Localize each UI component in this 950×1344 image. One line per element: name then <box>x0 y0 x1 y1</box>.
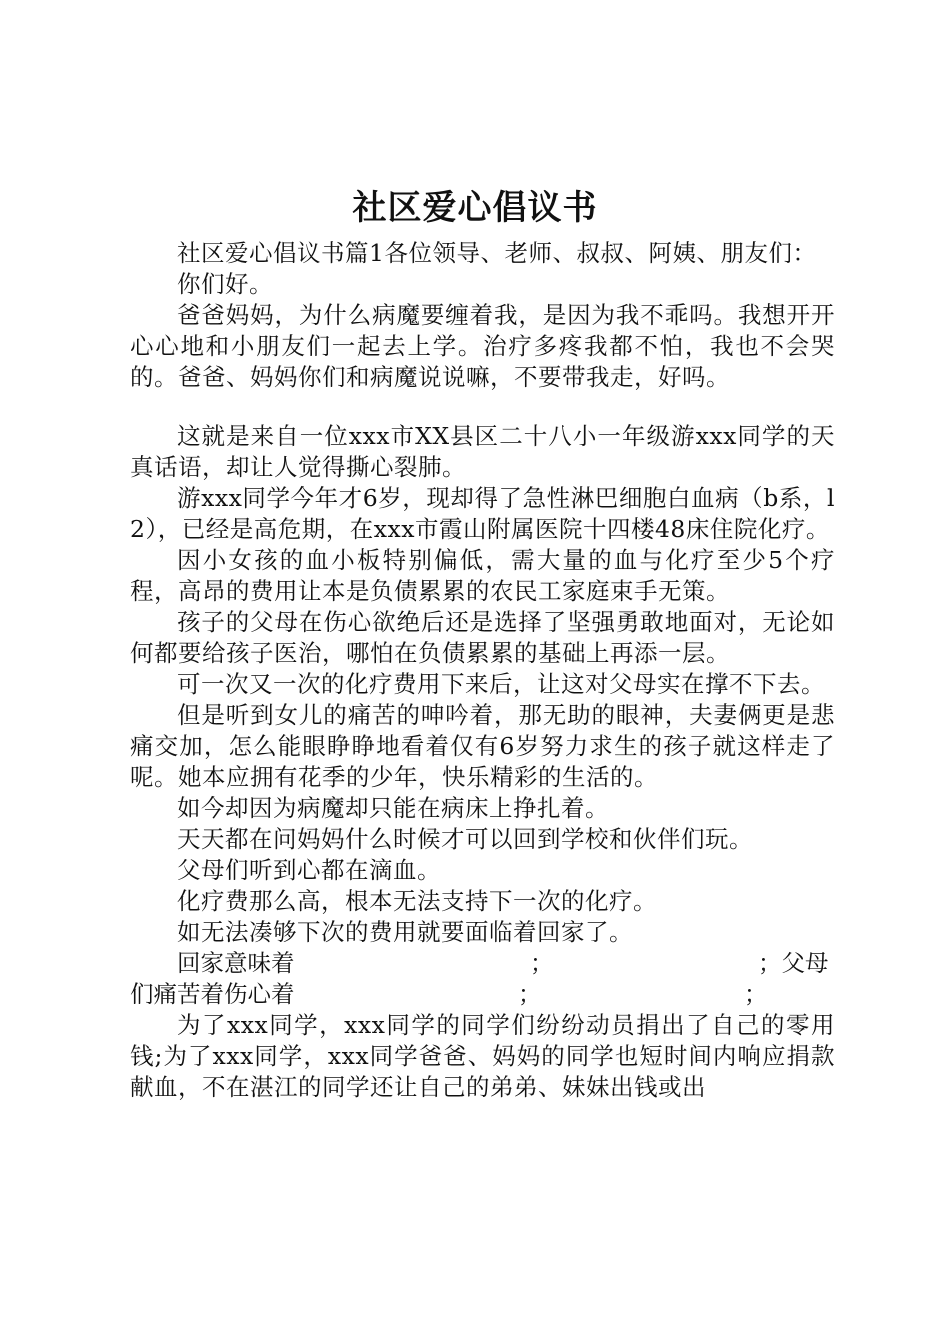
paragraph: 化疗费那么高，根本无法支持下一次的化疗。 <box>177 887 657 915</box>
paragraph: 游xxx同学今年才6岁，现却得了急性淋巴细胞白血病（b系，l2），已经是高危期，在xxx市霞山附属医院十四楼48床住院化疗。 <box>130 484 835 543</box>
paragraph: 爸爸妈妈，为什么病魔要缠着我，是因为我不乖吗。我想开开心心地和小朋友们一起去上学。治疗多疼我都不怕，我也不会哭的。爸爸、妈妈你们和病魔说说嘛，不要带我走，好吗。 <box>130 301 835 391</box>
fill-in-line <box>130 979 835 1010</box>
fill-in-tail: ；父母 <box>758 949 829 977</box>
paragraph: 但是听到女儿的痛苦的呻吟着，那无助的眼神，夫妻俩更是悲痛交加，怎么能眼睁睁地看着仅有6岁努力求生的孩子就这样走了呢。她本应拥有花季的少年，快乐精彩的生活的。 <box>130 701 835 791</box>
paragraph: 父母们听到心都在滴血。 <box>177 856 441 884</box>
paragraph: 你们好。 <box>177 270 273 298</box>
paragraph: 为了xxx同学，xxx同学的同学们纷纷动员捐出了自己的零用钱;为了xxx同学，xxx同学爸爸、妈妈的同学也短时间内响应捐款献血，不在湛江的同学还让自己的弟弟、妹妹出钱或出 <box>130 1011 835 1101</box>
paragraph: 社区爱心倡议书篇1各位领导、老师、叔叔、阿姨、朋友们： <box>177 239 817 267</box>
fill-in-separator: ； <box>518 980 542 1008</box>
fill-in-lead: 们痛苦着伤心着 <box>130 980 295 1008</box>
fill-in-separator: ； <box>530 949 554 977</box>
paragraph: 因小女孩的血小板特别偏低，需大量的血与化疗至少5个疗程，高昂的费用让本是负债累累的农民工家庭束手无策。 <box>130 546 835 605</box>
document-body <box>130 238 835 1103</box>
paragraph: 这就是来自一位xxx市XX县区二十八小一年级游xxx同学的天真话语，却让人觉得撕心裂肺。 <box>130 422 835 481</box>
document-title: 社区爱心倡议书 <box>352 188 598 228</box>
paragraph: 孩子的父母在伤心欲绝后还是选择了坚强勇敢地面对，无论如何都要给孩子医治，哪怕在负债累累的基础上再添一层。 <box>130 608 835 667</box>
paragraph: 如今却因为病魔却只能在病床上挣扎着。 <box>177 794 609 822</box>
paragraph: 天天都在问妈妈什么时候才可以回到学校和伙伴们玩。 <box>177 825 753 853</box>
paragraph: 可一次又一次的化疗费用下来后，让这对父母实在撑不下去。 <box>177 670 825 698</box>
fill-in-lead: 回家意味着 <box>177 949 295 977</box>
fill-in-line <box>130 948 835 979</box>
fill-in-tail: ； <box>744 980 768 1008</box>
paragraph: 如无法凑够下次的费用就要面临着回家了。 <box>177 918 633 946</box>
